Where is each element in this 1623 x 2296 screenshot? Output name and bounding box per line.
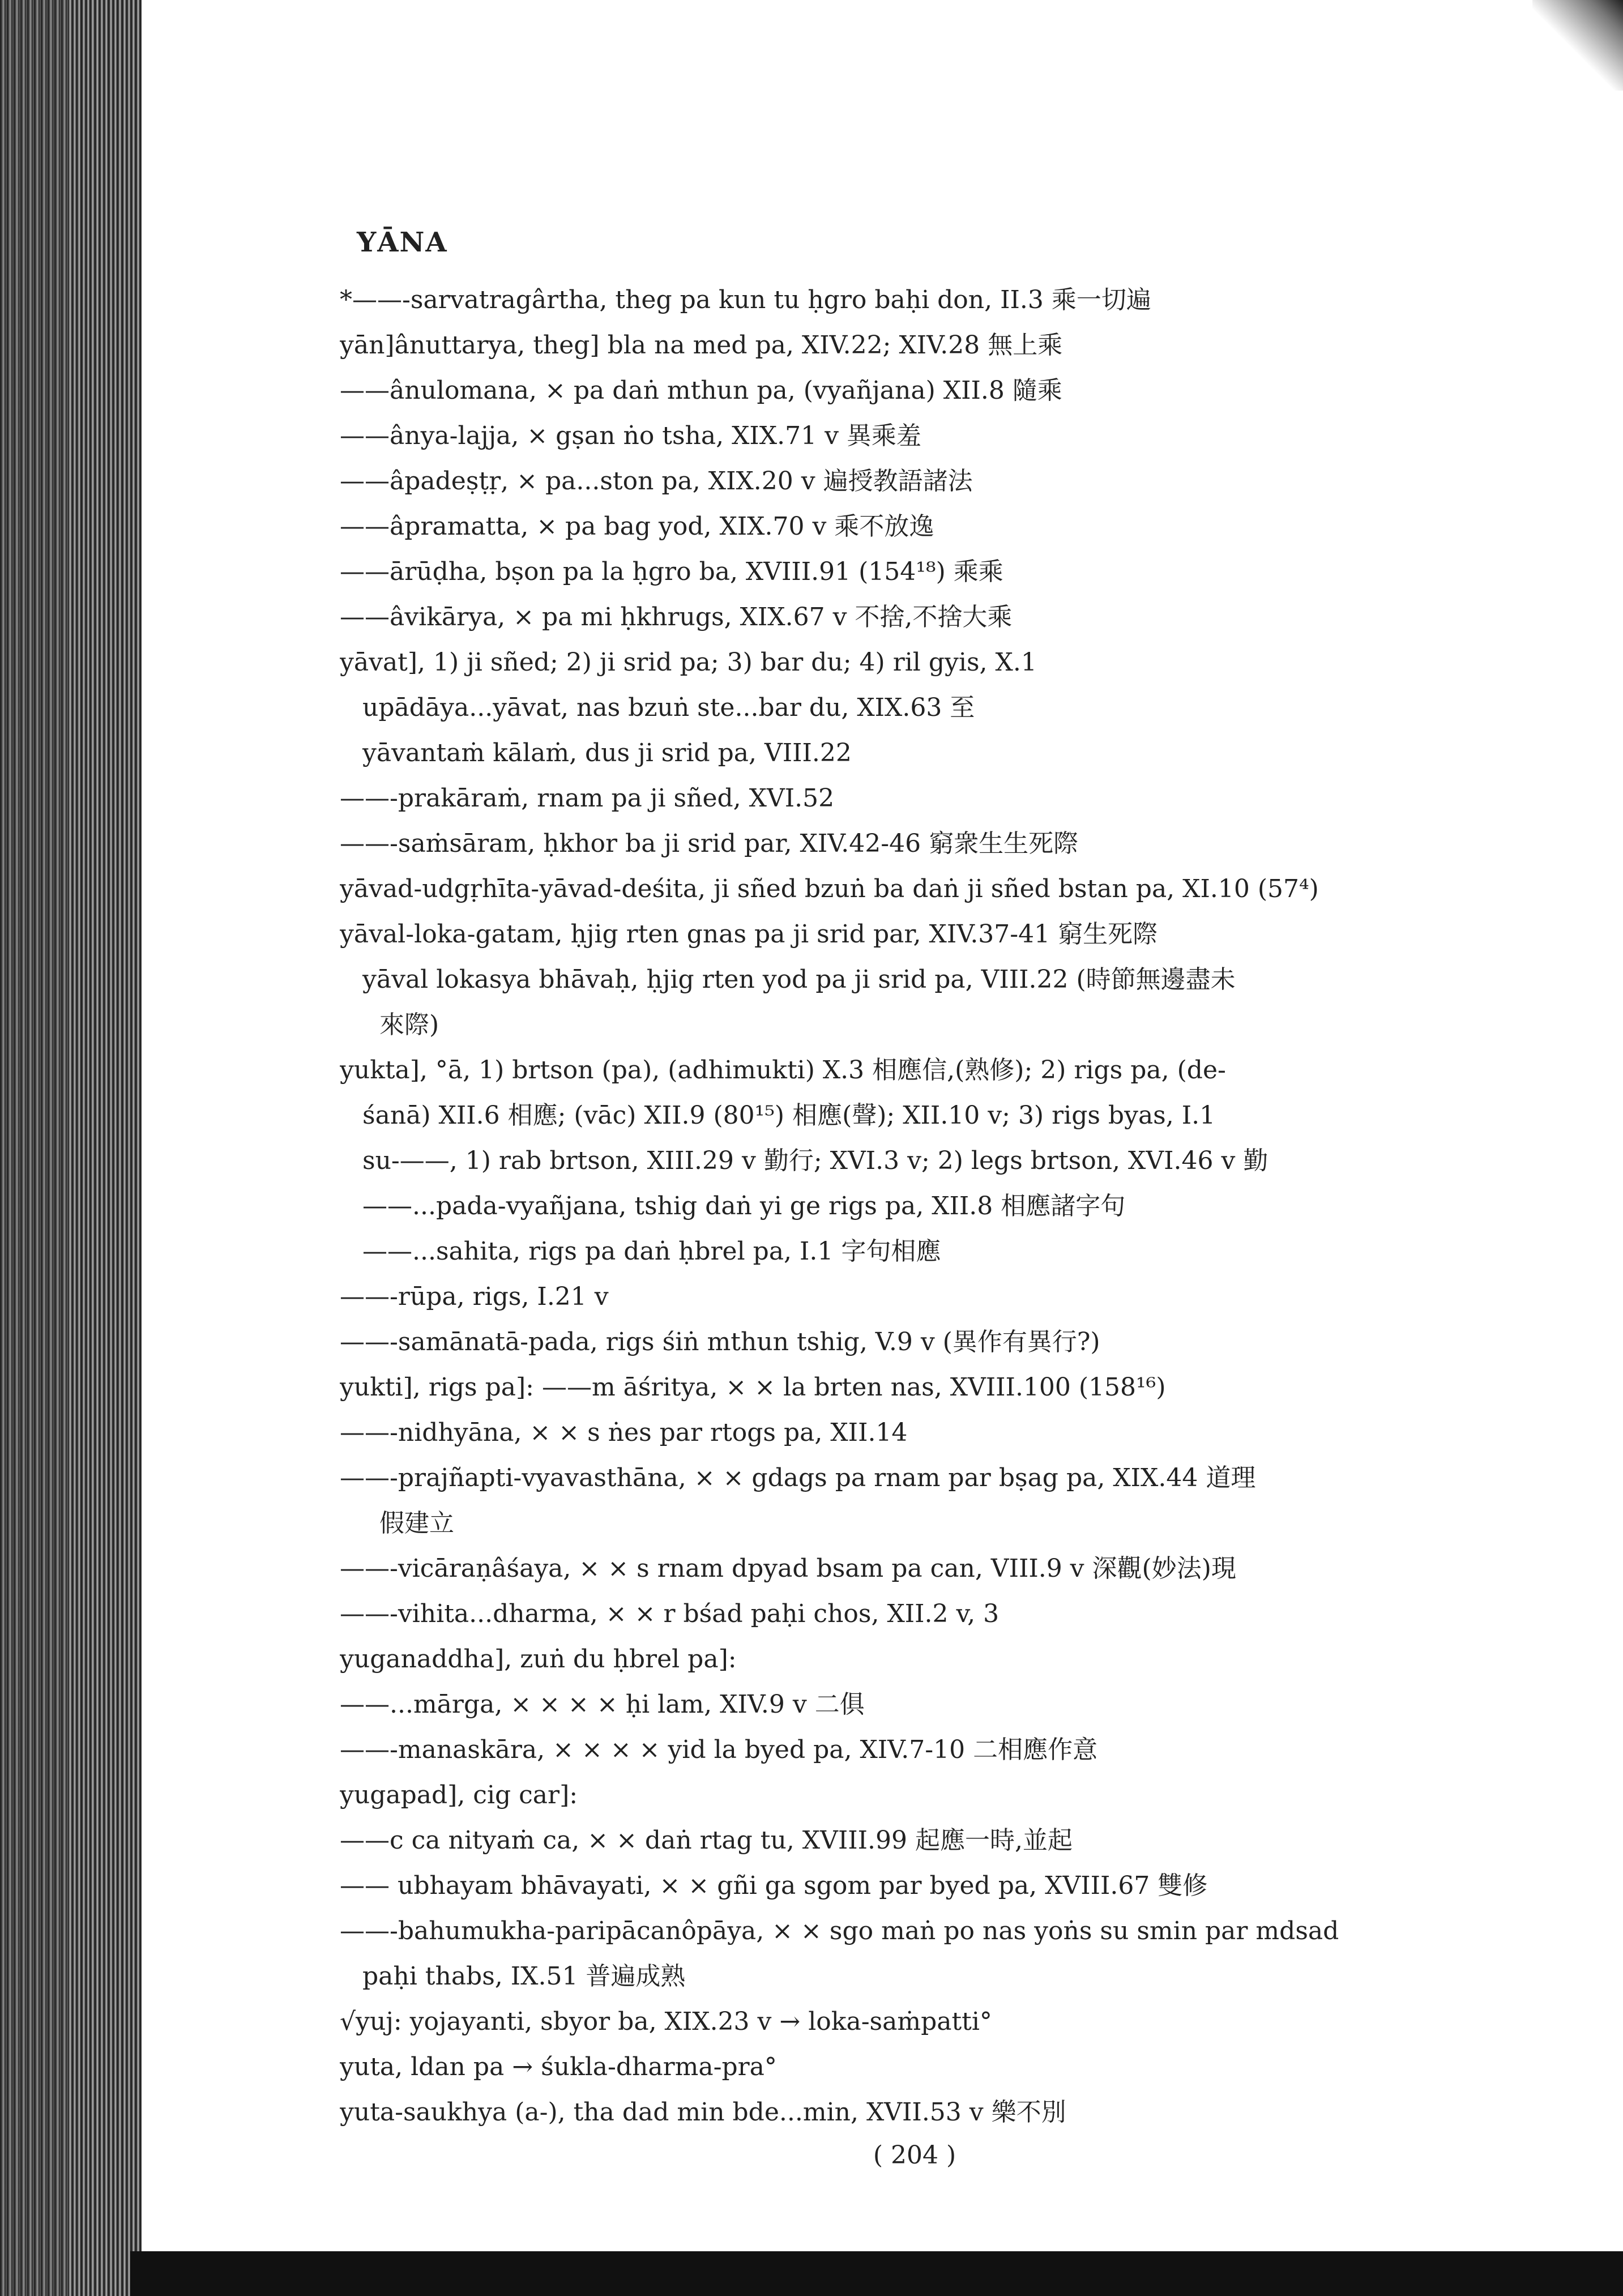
page-edges [68, 0, 142, 2296]
entry-line: ——-manaskāra, × × × × yid la byed pa, XIV.7-10 二相應作意 [340, 1735, 1098, 1764]
entry-line: *——-sarvatragârtha, theg pa kun tu ḥgro baḥi don, II.3 乘一切遍 [340, 285, 1151, 314]
entry-line: paḥi thabs, IX.51 普遍成熟 [362, 1962, 686, 1991]
entry-line: yukti], rigs pa]: ——m āśritya, × × la brten nas, XVIII.100 (158¹⁶) [340, 1373, 1166, 1402]
corner-shadow [1532, 0, 1623, 91]
entry-line: yāvat], 1) ji sñed; 2) ji srid pa; 3) bar du; 4) ril gyis, X.1 [340, 648, 1037, 677]
entry-line: yāvantaṁ kālaṁ, dus ji srid pa, VIII.22 [362, 739, 852, 767]
entry-line: ——ânya-lajja, × gṣan ṅo tsha, XIX.71 v 異乘羞 [340, 421, 921, 450]
entry-line: √yuj: yojayanti, sbyor ba, XIX.23 v → loka-saṁpatti° [340, 2007, 992, 2036]
entry-list [340, 278, 1489, 2127]
entry-line: 假建立 [379, 1509, 454, 1538]
entry-line: yuganaddha], zuṅ du ḥbrel pa]: [340, 1645, 737, 1674]
entry-line: ——-samānatā-pada, rigs śiṅ mthun tshig, V.9 v (異作有異行?) [340, 1328, 1100, 1356]
entry-line: yuta-saukhya (a-), tha dad min bde...min, XVII.53 v 樂不別 [340, 2098, 1066, 2127]
entry-line: yukta], °ā, 1) brtson (pa), (adhimukti) X.3 相應信,(熟修); 2) rigs pa, (de- [340, 1056, 1226, 1085]
entry-line: yāval-loka-gatam, ḥjig rten gnas pa ji srid par, XIV.37-41 窮生死際 [340, 920, 1158, 949]
scan-bottom-border [130, 2251, 1623, 2296]
entry-line: yāvad-udgṛhīta-yāvad-deśita, ji sñed bzuṅ ba daṅ ji sñed bstan pa, XI.10 (57⁴) [340, 874, 1319, 903]
entry-line: upādāya...yāvat, nas bzuṅ ste...bar du, XIX.63 至 [362, 693, 975, 722]
entry-line: ——âvikārya, × pa mi ḥkhrugs, XIX.67 v 不捨,不捨大乘 [340, 603, 1013, 631]
entry-line: ——...mārga, × × × × ḥi lam, XIV.9 v 二俱 [340, 1690, 865, 1719]
entry-line: —— ubhayam bhāvayati, × × gñi ga sgom par byed pa, XVIII.67 雙修 [340, 1871, 1208, 1900]
entry-line: ——-vicāraṇâśaya, × × s rnam dpyad bsam pa can, VIII.9 v 深觀(妙法)現 [340, 1554, 1236, 1583]
entry-line: ——ārūḍha, bṣon pa la ḥgro ba, XVIII.91 (154¹⁸) 乘乘 [340, 557, 1003, 586]
entry-line: ——...sahita, rigs pa daṅ ḥbrel pa, I.1 字句相應 [362, 1237, 941, 1266]
entry-line: 來際) [379, 1010, 439, 1039]
entry-line: ——...pada-vyañjana, tshig daṅ yi ge rigs pa, XII.8 相應諸字句 [362, 1192, 1126, 1220]
entry-line: yān]ânuttarya, theg] bla na med pa, XIV.22; XIV.28 無上乘 [340, 331, 1063, 360]
entry-line: yugapad], cig car]: [340, 1781, 578, 1810]
entry-line: yāval lokasya bhāvaḥ, ḥjig rten yod pa ji srid pa, VIII.22 (時節無邊盡未 [362, 965, 1236, 994]
entry-line: ——ânulomana, × pa daṅ mthun pa, (vyañjana) XII.8 隨乘 [340, 376, 1062, 405]
entry-line: ——-nidhyāna, × × s ṅes par rtogs pa, XII.14 [340, 1418, 908, 1447]
entry-line: śanā) XII.6 相應; (vāc) XII.9 (80¹⁵) 相應(聲); XII.10 v; 3) rigs byas, I.1 [362, 1101, 1216, 1130]
entry-line: ——-saṁsāram, ḥkhor ba ji srid par, XIV.42-46 窮衆生生死際 [340, 829, 1079, 858]
entry-line: ——-prajñapti-vyavasthāna, × × gdags pa rnam par bṣag pa, XIX.44 道理 [340, 1463, 1256, 1492]
entry-line: ——-vihita...dharma, × × r bśad paḥi chos, XII.2 v, 3 [340, 1599, 1000, 1628]
dictionary-page [340, 215, 1489, 2220]
entry-line: ——-bahumukha-paripācanôpāya, × × sgo maṅ po nas yoṅs su smin par mdsad [340, 1917, 1339, 1945]
page-heading: YĀNA [357, 227, 448, 258]
entry-line: ——âpramatta, × pa bag yod, XIX.70 v 乘不放逸 [340, 512, 934, 541]
page-number: ( 204 ) [873, 2141, 956, 2170]
entry-line: yuta, ldan pa → śukla-dharma-pra° [340, 2052, 777, 2081]
entry-line: ——-prakāraṁ, rnam pa ji sñed, XVI.52 [340, 784, 835, 813]
entry-line: su-——, 1) rab brtson, XIII.29 v 勤行; XVI.3 v; 2) legs brtson, XVI.46 v 勤 [362, 1146, 1268, 1175]
entry-line: ——âpadeṣṭṛ, × pa...ston pa, XIX.20 v 遍授教語諸法 [340, 467, 973, 496]
entry-line: ——-rūpa, rigs, I.21 v [340, 1282, 609, 1311]
entry-line: ——c ca nityaṁ ca, × × daṅ rtag tu, XVIII.99 起應一時,並起 [340, 1826, 1073, 1855]
